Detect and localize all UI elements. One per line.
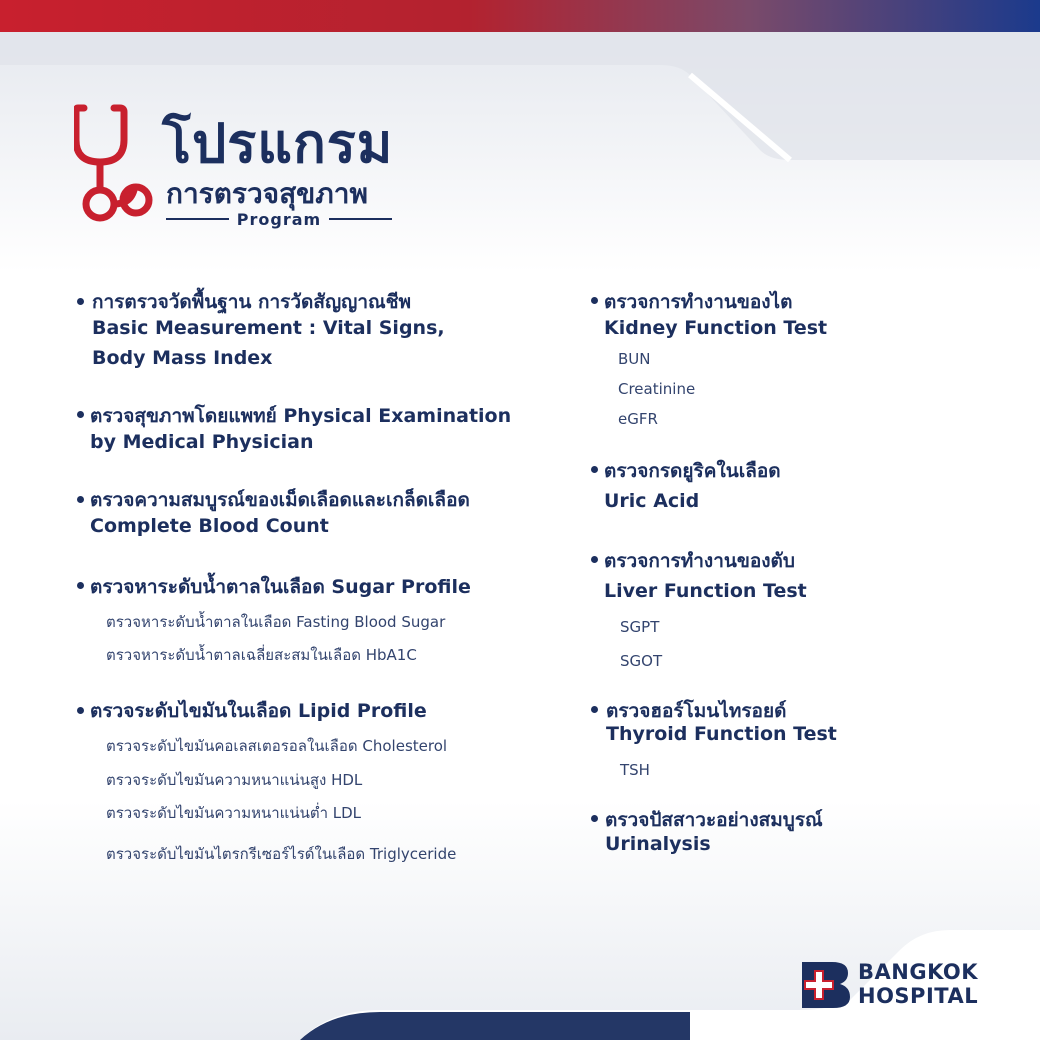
bullet-icon — [591, 466, 598, 473]
list-item-heading: ตรวจความสมบูรณ์ของเม็ดเลือดและเกล็ดเลือด — [90, 489, 470, 511]
list-sub-item: Creatinine — [618, 380, 696, 398]
top-color-bar — [0, 0, 1040, 32]
list-sub-item: ตรวจหาระดับน้ำตาลเฉลี่ยสะสมในเลือด HbA1C — [106, 646, 417, 664]
bullet-icon — [591, 815, 598, 822]
list-sub-item: TSH — [620, 761, 650, 779]
bullet-icon — [591, 297, 598, 304]
header — [74, 100, 414, 240]
list-item-heading: Urinalysis — [605, 833, 711, 855]
list-item-heading: ตรวจปัสสาวะอย่างสมบูรณ์ — [605, 809, 823, 831]
bullet-icon — [77, 582, 84, 589]
bullet-icon — [77, 496, 84, 503]
list-sub-item: ตรวจหาระดับน้ำตาลในเลือด Fasting Blood Sugar — [106, 613, 446, 631]
bullet-icon — [591, 556, 598, 563]
list-sub-item: ตรวจระดับไขมันไตรกรีเซอร์ไรด์ในเลือด Triglyceride — [106, 845, 457, 863]
bullet-icon — [591, 706, 598, 713]
page-subtitle: การตรวจสุขภาพ — [166, 177, 368, 210]
list-sub-item: ตรวจระดับไขมันความหนาแน่นต่ำ LDL — [106, 804, 362, 822]
page-title: โปรแกรม — [162, 112, 394, 175]
list-item-heading: ตรวจฮอร์โมนไทรอยด์ — [606, 700, 787, 722]
bullet-icon — [77, 411, 84, 418]
bullet-icon — [77, 298, 84, 305]
list-sub-item: eGFR — [618, 410, 658, 428]
divider-line — [166, 218, 229, 220]
list-item-heading: ตรวจระดับไขมันในเลือด Lipid Profile — [90, 700, 427, 722]
divider-line — [329, 218, 392, 220]
list-sub-item: ตรวจระดับไขมันคอเลสเตอรอลในเลือด Cholesterol — [106, 737, 448, 755]
list-item-heading: Uric Acid — [604, 490, 700, 512]
program-label-row — [166, 204, 392, 234]
bangkok-hospital-logo-icon — [800, 960, 852, 1010]
list-item-heading: Liver Function Test — [604, 580, 807, 602]
list-item-heading: Basic Measurement : Vital Signs, — [92, 317, 445, 339]
list-item-heading: Complete Blood Count — [90, 515, 329, 537]
list-item-heading: by Medical Physician — [90, 431, 314, 453]
list-item-heading: การตรวจวัดพื้นฐาน การวัดสัญญาณชีพ — [92, 291, 412, 313]
list-item-heading: ตรวจการทำงานของไต — [604, 291, 793, 313]
list-sub-item: SGOT — [620, 652, 663, 670]
list-sub-item: ตรวจระดับไขมันความหนาแน่นสูง HDL — [106, 771, 363, 789]
list-sub-item: BUN — [618, 350, 651, 368]
list-item-heading: ตรวจหาระดับน้ำตาลในเลือด Sugar Profile — [90, 576, 471, 598]
list-item-heading: ตรวจกรดยูริคในเลือด — [604, 460, 781, 482]
list-sub-item: SGPT — [620, 618, 660, 636]
stethoscope-icon — [74, 100, 160, 226]
logo-line2: HOSPITAL — [858, 984, 979, 1008]
list-item-heading: Thyroid Function Test — [606, 723, 837, 745]
list-item-heading: Body Mass Index — [92, 347, 273, 369]
logo-text — [858, 960, 978, 1008]
list-item-heading: ตรวจสุขภาพโดยแพทย์ Physical Examination — [90, 405, 512, 427]
list-item-heading: Kidney Function Test — [604, 317, 828, 339]
bangkok-hospital-logo — [800, 960, 1010, 1010]
program-label: Program — [236, 209, 322, 229]
bullet-icon — [77, 707, 84, 714]
logo-line1: BANGKOK — [858, 960, 979, 984]
list-item-heading: ตรวจการทำงานของตับ — [604, 550, 795, 572]
